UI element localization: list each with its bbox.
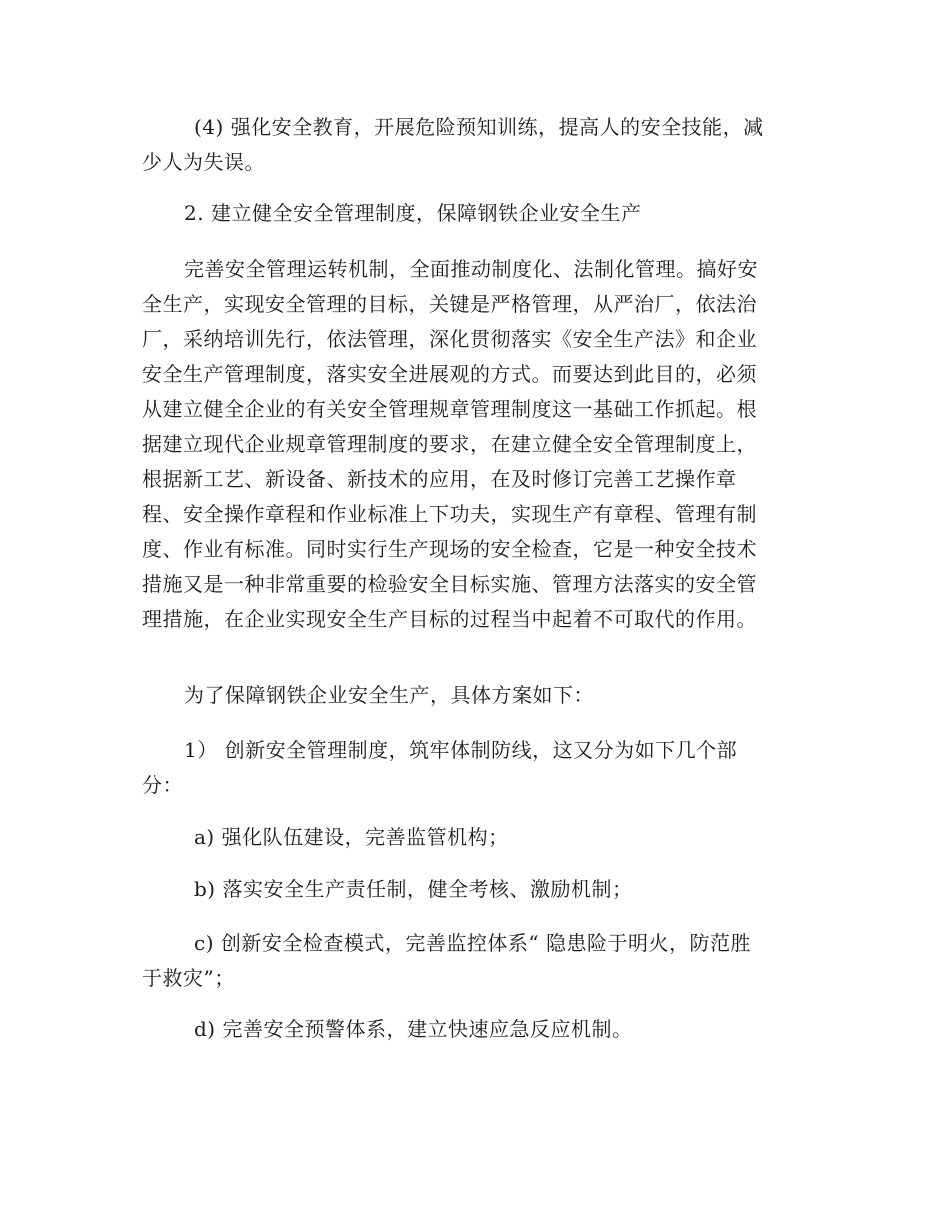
text-line: b) 落实安全生产责任制，健全考核、激励机制； bbox=[194, 877, 633, 901]
sub-item-a bbox=[142, 820, 812, 855]
text-line: 分： bbox=[142, 773, 183, 797]
text-line: 程、安全操作章程和作业标准上下功夫，实现生产有章程、管理有制 bbox=[142, 502, 757, 526]
sub-item-d bbox=[142, 1012, 812, 1047]
plan-item-1 bbox=[142, 733, 812, 803]
text-line: 理措施，在企业实现安全生产目标的过程当中起着不可取代的作用。 bbox=[142, 607, 757, 631]
text-line: 完善安全管理运转机制，全面推动制度化、法制化管理。搞好安 bbox=[184, 257, 758, 281]
text-line: a) 强化队伍建设，完善监管机构； bbox=[194, 825, 509, 849]
text-line: d) 完善安全预警体系，建立快速应急反应机制。 bbox=[194, 1017, 633, 1041]
sub-item-b bbox=[142, 872, 812, 907]
text-line: 2. 建立健全安全管理制度，保障钢铁企业安全生产 bbox=[184, 201, 642, 225]
paragraph-item-4 bbox=[142, 110, 812, 180]
text-line: 为了保障钢铁企业安全生产，具体方案如下： bbox=[184, 683, 594, 707]
plan-intro bbox=[142, 678, 812, 713]
text-line: 1） 创新安全管理制度，筑牢体制防线，这又分为如下几个部 bbox=[184, 738, 738, 762]
text-line: 厂，采纳培训先行，依法管理，深化贯彻落实《安全生产法》和企业 bbox=[142, 327, 757, 351]
sub-item-c bbox=[142, 926, 812, 996]
text-line: c) 创新安全检查模式，完善监控体系“ 隐患险于明火，防范胜 bbox=[194, 931, 751, 955]
text-line: 措施又是一种非常重要的检验安全目标实施、管理方法落实的安全管 bbox=[142, 572, 757, 596]
text-line: 从建立健全企业的有关安全管理规章管理制度这一基础工作抓起。根 bbox=[142, 397, 757, 421]
text-line: 据建立现代企业规章管理制度的要求，在建立健全安全管理制度上， bbox=[142, 432, 757, 456]
text-line: (4) 强化安全教育，开展危险预知训练，提高人的安全技能，减 bbox=[194, 115, 764, 139]
text-line: 少人为失误。 bbox=[142, 150, 265, 174]
section-heading bbox=[142, 196, 812, 231]
text-line: 安全生产管理制度，落实安全进展观的方式。而要达到此目的，必须 bbox=[142, 362, 757, 386]
text-line: 全生产，实现安全管理的目标，关键是严格管理，从严治厂，依法治 bbox=[142, 292, 757, 316]
text-line: 度、作业有标准。同时实行生产现场的安全检查，它是一种安全技术 bbox=[142, 537, 757, 561]
body-paragraph bbox=[142, 252, 812, 637]
text-line: 于救灾”； bbox=[142, 966, 235, 990]
text-line: 根据新工艺、新设备、新技术的应用，在及时修订完善工艺操作章 bbox=[142, 467, 737, 491]
